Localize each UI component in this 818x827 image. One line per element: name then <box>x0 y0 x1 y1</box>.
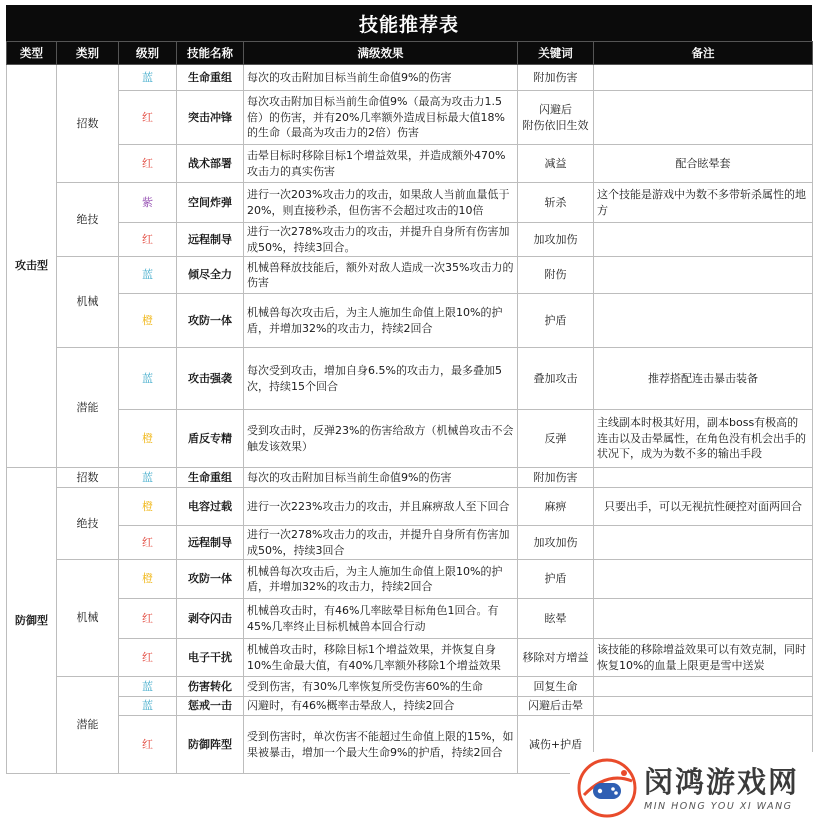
keyword-cell: 附加伤害 <box>518 468 594 488</box>
effect-cell: 每次攻击附加目标当前生命值9%（最高为攻击力1.5倍）的伤害，并有20%几率额外造成目标最大值18%的生命（最高为攻击力的2倍）伤害 <box>244 91 518 145</box>
skill-name-cell: 攻防一体 <box>177 560 244 599</box>
keyword-cell: 护盾 <box>518 294 594 348</box>
note-cell <box>594 223 813 257</box>
keyword-cell: 附加伤害 <box>518 65 594 91</box>
level-cell: 红 <box>119 599 177 639</box>
table-row <box>7 488 813 526</box>
table-body <box>7 65 813 774</box>
effect-cell: 闪避时，有46%概率击晕敌人，持续2回合 <box>244 697 518 716</box>
gamepad-logo-icon <box>576 757 638 819</box>
table-row <box>7 639 813 677</box>
table-row <box>7 560 813 599</box>
table-row <box>7 410 813 468</box>
category-cell: 绝技 <box>57 183 119 257</box>
note-cell: 配合眩晕套 <box>594 145 813 183</box>
keyword-cell: 护盾 <box>518 560 594 599</box>
note-cell: 这个技能是游戏中为数不多带斩杀属性的地方 <box>594 183 813 223</box>
note-cell: 推荐搭配连击暴击装备 <box>594 348 813 410</box>
category-cell: 潜能 <box>57 677 119 774</box>
skill-name-cell: 生命重组 <box>177 65 244 91</box>
skill-name-cell: 惩戒一击 <box>177 697 244 716</box>
header-skill-name: 技能名称 <box>177 42 244 65</box>
skill-name-cell: 防御阵型 <box>177 716 244 774</box>
note-cell <box>594 697 813 716</box>
table-row <box>7 697 813 716</box>
table-row <box>7 183 813 223</box>
effect-cell: 每次的攻击附加目标当前生命值9%的伤害 <box>244 468 518 488</box>
note-cell <box>594 65 813 91</box>
note-cell: 只要出手，可以无视抗性硬控对面两回合 <box>594 488 813 526</box>
level-cell: 蓝 <box>119 65 177 91</box>
keyword-cell: 眩晕 <box>518 599 594 639</box>
skill-name-cell: 攻防一体 <box>177 294 244 348</box>
header-row <box>7 42 813 65</box>
skill-name-cell: 盾反专精 <box>177 410 244 468</box>
effect-cell: 击晕目标时移除目标1个增益效果，并造成额外470%攻击力的真实伤害 <box>244 145 518 183</box>
header-keyword: 关键词 <box>518 42 594 65</box>
note-cell <box>594 257 813 294</box>
category-cell: 机械 <box>57 257 119 348</box>
table-row <box>7 599 813 639</box>
level-cell: 红 <box>119 91 177 145</box>
keyword-cell: 加攻加伤 <box>518 223 594 257</box>
effect-cell: 受到伤害时，单次伤害不能超过生命值上限的15%，如果被暴击，增加一个最大生命9%的护盾，持续2回合 <box>244 716 518 774</box>
watermark <box>570 752 815 824</box>
skill-name-cell: 空间炸弹 <box>177 183 244 223</box>
table-row <box>7 257 813 294</box>
keyword-cell: 麻痹 <box>518 488 594 526</box>
note-cell <box>594 560 813 599</box>
effect-cell: 机械兽每次攻击后，为主人施加生命值上限10%的护盾，并增加32%的攻击力，持续2回合 <box>244 294 518 348</box>
effect-cell: 机械兽释放技能后，额外对敌人造成一次35%攻击力的伤害 <box>244 257 518 294</box>
note-cell <box>594 91 813 145</box>
keyword-cell: 减伤+护盾 <box>518 716 594 774</box>
effect-cell: 受到攻击时，反弹23%的伤害给敌方（机械兽攻击不会触发该效果） <box>244 410 518 468</box>
keyword-cell: 闪避后 附伤依旧生效 <box>518 91 594 145</box>
skill-name-cell: 远程制导 <box>177 526 244 560</box>
keyword-cell: 反弹 <box>518 410 594 468</box>
level-cell: 橙 <box>119 560 177 599</box>
keyword-cell: 减益 <box>518 145 594 183</box>
effect-cell: 进行一次203%攻击力的攻击，如果敌人当前血量低于20%，则直接秒杀，但伤害不会超过攻击的10倍 <box>244 183 518 223</box>
note-cell <box>594 599 813 639</box>
table-row <box>7 468 813 488</box>
level-cell: 橙 <box>119 410 177 468</box>
skill-name-cell: 战术部署 <box>177 145 244 183</box>
header-max-effect: 满级效果 <box>244 42 518 65</box>
effect-cell: 进行一次278%攻击力的攻击，并提升自身所有伤害加成50%，持续3回合 <box>244 526 518 560</box>
level-cell: 橙 <box>119 488 177 526</box>
note-cell <box>594 526 813 560</box>
table-row <box>7 65 813 91</box>
skill-name-cell: 远程制导 <box>177 223 244 257</box>
category-cell: 绝技 <box>57 488 119 560</box>
skill-table <box>6 41 813 774</box>
type-cell: 攻击型 <box>7 65 57 468</box>
level-cell: 蓝 <box>119 697 177 716</box>
level-cell: 蓝 <box>119 468 177 488</box>
keyword-cell: 加攻加伤 <box>518 526 594 560</box>
note-cell <box>594 468 813 488</box>
keyword-cell: 叠加攻击 <box>518 348 594 410</box>
table-row <box>7 223 813 257</box>
keyword-cell: 回复生命 <box>518 677 594 697</box>
effect-cell: 进行一次278%攻击力的攻击，并提升自身所有伤害加成50%，持续3回合。 <box>244 223 518 257</box>
category-cell: 招数 <box>57 65 119 183</box>
effect-cell: 受到伤害，有30%几率恢复所受伤害60%的生命 <box>244 677 518 697</box>
level-cell: 红 <box>119 145 177 183</box>
level-cell: 红 <box>119 223 177 257</box>
category-cell: 招数 <box>57 468 119 488</box>
keyword-cell: 闪避后击晕 <box>518 697 594 716</box>
category-cell: 机械 <box>57 560 119 677</box>
level-cell: 红 <box>119 639 177 677</box>
effect-cell: 机械兽攻击时，有46%几率眩晕目标角色1回合。有45%几率终止目标机械兽本回合行动 <box>244 599 518 639</box>
type-cell: 防御型 <box>7 468 57 774</box>
skill-name-cell: 电子干扰 <box>177 639 244 677</box>
level-cell: 蓝 <box>119 677 177 697</box>
table-row <box>7 348 813 410</box>
effect-cell: 进行一次223%攻击力的攻击，并且麻痹敌人至下回合 <box>244 488 518 526</box>
effect-cell: 机械兽每次攻击后，为主人施加生命值上限10%的护盾，并增加32%的攻击力，持续2回合 <box>244 560 518 599</box>
header-level: 级别 <box>119 42 177 65</box>
header-note: 备注 <box>594 42 813 65</box>
effect-cell: 机械兽攻击时，移除目标1个增益效果，并恢复自身10%生命最大值，有40%几率额外移除1个增益效果 <box>244 639 518 677</box>
level-cell: 红 <box>119 526 177 560</box>
level-cell: 蓝 <box>119 257 177 294</box>
keyword-cell: 斩杀 <box>518 183 594 223</box>
effect-cell: 每次受到攻击，增加自身6.5%的攻击力，最多叠加5次，持续15个回合 <box>244 348 518 410</box>
skill-name-cell: 倾尽全力 <box>177 257 244 294</box>
effect-cell: 每次的攻击附加目标当前生命值9%的伤害 <box>244 65 518 91</box>
table-row <box>7 677 813 697</box>
watermark-pinyin: MIN HONG YOU XI WANG <box>644 800 793 812</box>
watermark-name: 闵鸿游戏网 <box>644 764 800 799</box>
skill-name-cell: 伤害转化 <box>177 677 244 697</box>
note-cell: 主线副本时极其好用，副本boss有极高的连击以及击晕属性，在角色没有机会出手的状况下，成为为数不多的输出手段 <box>594 410 813 468</box>
skill-name-cell: 突击冲锋 <box>177 91 244 145</box>
table-row <box>7 294 813 348</box>
table-row <box>7 526 813 560</box>
skill-name-cell: 生命重组 <box>177 468 244 488</box>
skill-name-cell: 电容过载 <box>177 488 244 526</box>
level-cell: 蓝 <box>119 348 177 410</box>
category-cell: 潜能 <box>57 348 119 468</box>
skill-name-cell: 剥夺闪击 <box>177 599 244 639</box>
table-row <box>7 91 813 145</box>
header-type: 类型 <box>7 42 57 65</box>
header-category: 类别 <box>57 42 119 65</box>
level-cell: 橙 <box>119 294 177 348</box>
note-cell <box>594 294 813 348</box>
skill-name-cell: 攻击强袭 <box>177 348 244 410</box>
keyword-cell: 移除对方增益 <box>518 639 594 677</box>
page-title: 技能推荐表 <box>6 5 812 41</box>
note-cell: 该技能的移除增益效果可以有效克制，同时恢复10%的血量上限更是雪中送炭 <box>594 639 813 677</box>
level-cell: 紫 <box>119 183 177 223</box>
level-cell: 红 <box>119 716 177 774</box>
table-row <box>7 145 813 183</box>
keyword-cell: 附伤 <box>518 257 594 294</box>
note-cell <box>594 677 813 697</box>
